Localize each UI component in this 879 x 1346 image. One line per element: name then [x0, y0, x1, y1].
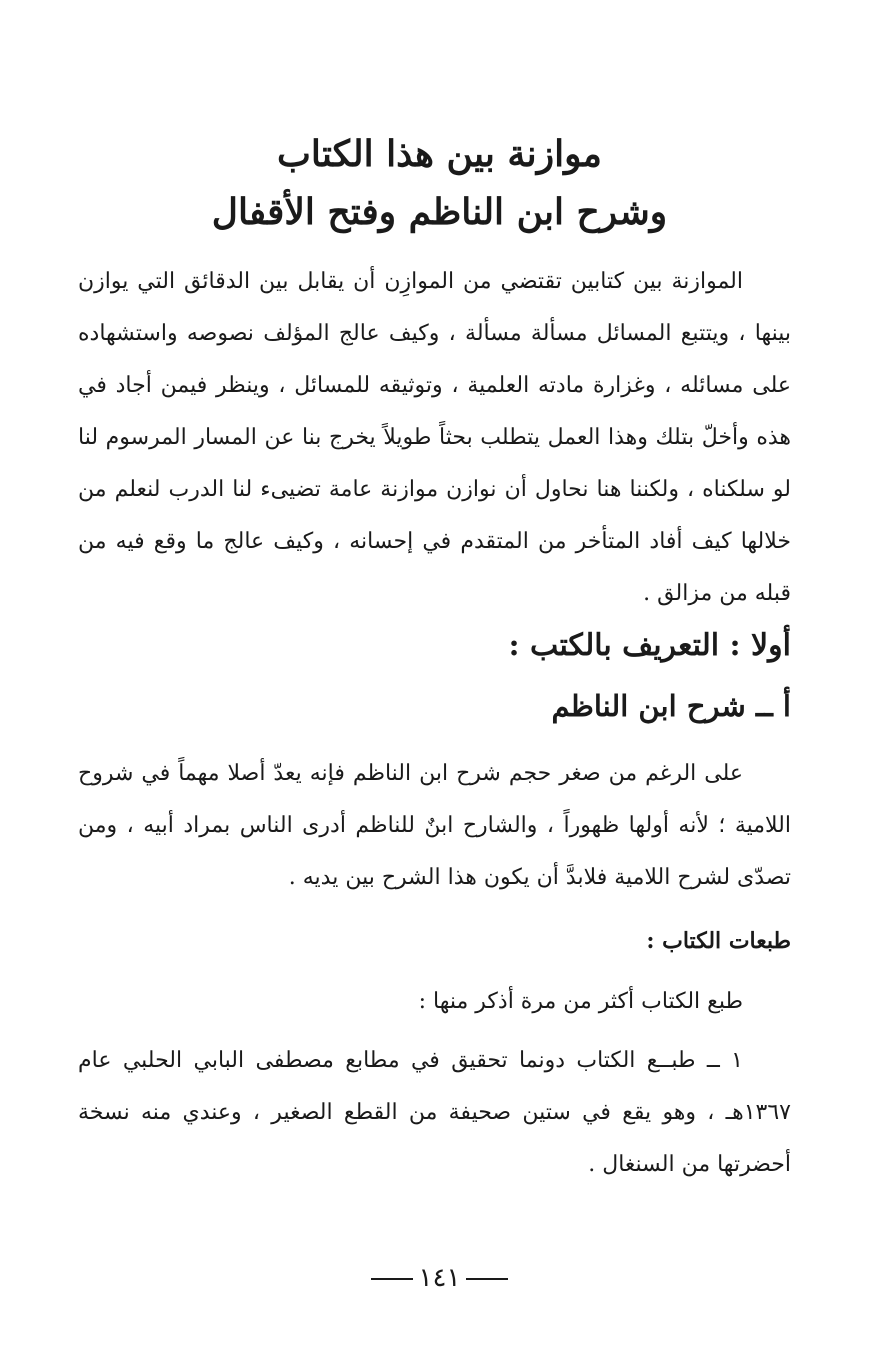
- page-number: [0, 1258, 879, 1298]
- section-heading: أولا : التعريف بالكتب :: [508, 628, 791, 663]
- printings-heading: طبعات الكتاب :: [646, 928, 791, 954]
- dash-left: [466, 1278, 508, 1280]
- printings-lead: طبع الكتاب أكثر من مرة أذكر منها :: [418, 989, 743, 1014]
- subsection-heading: أ ــ شرح ابن الناظم: [551, 689, 791, 723]
- sharh-paragraph: على الرغم من صغر حجم شرح ابن الناظم فإنه يعدّ أصلا مهماً في شروح اللامية ؛ لأنه أولها ظهوراً ، والشارح ابنٌ للناظم أدرى الناس بمراد أبيه ، ومن تصدّى لشرح اللامية فلابدَّ أن يكون هذا الشرح بين يديه .: [78, 761, 791, 890]
- intro-paragraph: الموازنة بين كتابين تقتضي من الموازِن أن يقابل بين الدقائق التي يوازن بينها ، ويتتبع المسائل مسألة مسألة ، وكيف عالج المؤلف نصوصه واستشهاده على مسائله ، وغزارة مادته العلمية ، وتوثيقه للمسائل ، وينظر فيمن أجاد في هذه وأخلّ بتلك وهذا العمل يتطلب بحثاً طويلاً يخرج بنا عن المسار المرسوم لنا لو سلكناه ، ولكننا هنا نحاول أن نوازن موازنة عامة تضيىء لنا الدرب لنعلم من خلالها كيف أفاد المتأخر من المتقدم في إحسانه ، وكيف عالج ما وقع فيه من قبله من مزالق .: [78, 269, 791, 606]
- page-title-line-1: موازنة بين هذا الكتاب: [277, 133, 602, 175]
- page-title-line-2: وشرح ابن الناظم وفتح الأقفال: [211, 191, 668, 233]
- printing-item-1: ١ ــ طبــع الكتاب دونما تحقيق في مطابع مصطفى البابي الحلبي عام ١٣٦٧هـ ، وهو يقع في ستين صحيفة من القطع الصغير ، وعندي منه نسخة أحضرتها من السنغال .: [78, 1048, 791, 1177]
- page-number-text: ١٤١: [418, 1263, 461, 1293]
- dash-right: [371, 1278, 413, 1280]
